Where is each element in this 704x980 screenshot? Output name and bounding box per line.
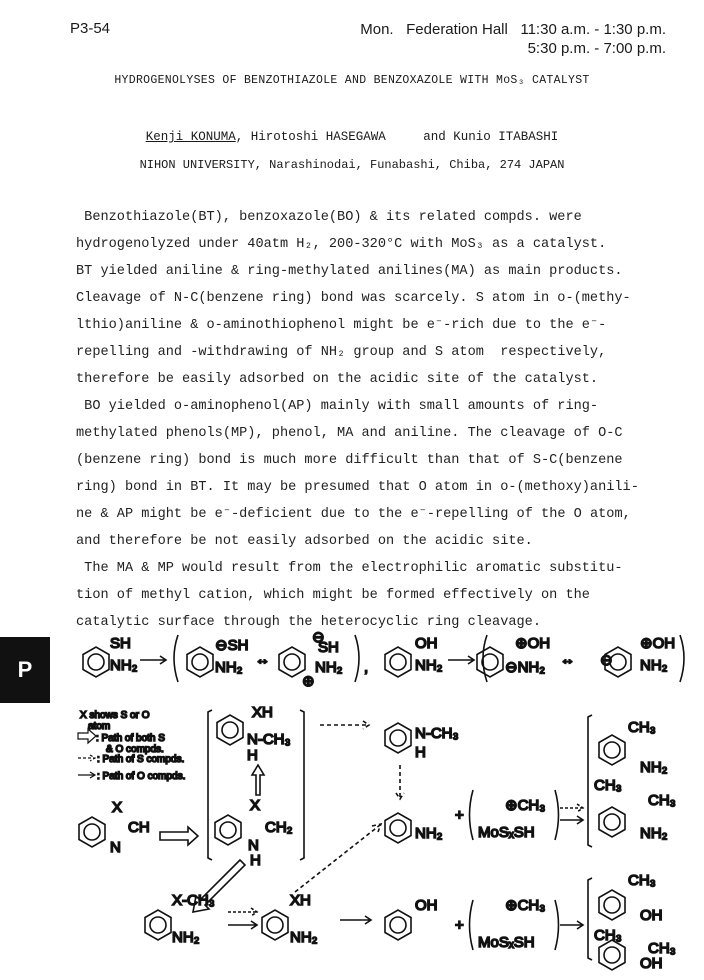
label-nh2: NH₂ bbox=[315, 659, 343, 676]
abstract-line: BO yielded o-aminophenol(AP) mainly with small amounts of ring- bbox=[76, 399, 599, 414]
abstract-line: (benzene ring) bond is much more difficult than that of S-C(benzene bbox=[76, 453, 623, 468]
label-nh2: NH₂ bbox=[215, 659, 243, 676]
label-methyl-cation: ⊕CH₃ bbox=[505, 897, 546, 914]
abstract-line: repelling and -withdrawing of NH₂ group and S atom respectively, bbox=[76, 345, 607, 360]
aromatic-circle bbox=[604, 897, 620, 913]
aromatic-circle bbox=[284, 654, 300, 670]
abstract-line: Cleavage of N-C(benzene ring) bond was scarcely. S atom in o-(methy- bbox=[76, 291, 631, 306]
label-ch3: CH₃ bbox=[648, 940, 676, 957]
label-n: N bbox=[110, 839, 121, 856]
label-n: N bbox=[248, 837, 259, 854]
session-time-2: 5:30 p.m. - 7:00 p.m. bbox=[527, 40, 666, 57]
aromatic-circle bbox=[220, 822, 236, 838]
benzene-ring bbox=[215, 815, 241, 845]
benzene-ring bbox=[385, 647, 411, 677]
label-mosx: MoSₓSH bbox=[478, 824, 535, 841]
label-minus: ⊖ bbox=[312, 629, 325, 646]
dashed-arrow-icon bbox=[396, 765, 404, 799]
label-ch3: CH₃ bbox=[628, 719, 656, 736]
benzene-ring bbox=[79, 817, 105, 847]
hollow-up-arrow-icon bbox=[252, 765, 264, 795]
abstract-line: methylated phenols(MP), phenol, MA and aniline. The cleavage of O-C bbox=[76, 426, 623, 441]
label-nh2: NH₂ bbox=[290, 929, 318, 946]
abstract-line: ring) bond in BT. It may be presumed that O atom in o-(methoxy)anili- bbox=[76, 480, 639, 495]
presenting-author: Kenji KONUMA bbox=[145, 130, 236, 144]
label-nh2: NH₂ bbox=[640, 759, 668, 776]
abstract-line: Benzothiazole(BT), benzoxazole(BO) & its related compds. were bbox=[76, 210, 582, 225]
legend-atom: atom bbox=[88, 721, 111, 732]
bracket bbox=[588, 878, 592, 960]
legend-both: : Path of both S bbox=[96, 733, 165, 744]
benzene-ring bbox=[385, 723, 411, 753]
abstract-line: catalytic surface through the heterocyclic ring cleavage. bbox=[76, 615, 541, 630]
label-amide: ⊖NH₂ bbox=[505, 659, 546, 676]
label-ch3: CH₃ bbox=[648, 792, 676, 809]
benzene-ring bbox=[187, 647, 213, 677]
arrow-icon bbox=[560, 921, 583, 929]
aromatic-circle bbox=[390, 820, 406, 836]
dashed-arrow-icon bbox=[78, 755, 95, 761]
legend-x: X shows S or O bbox=[80, 710, 150, 721]
label-oxonium: ⊕OH bbox=[640, 635, 676, 652]
label-oh: OH bbox=[640, 907, 663, 924]
plus-sign: + bbox=[455, 807, 464, 824]
label-sh: SH bbox=[318, 639, 339, 656]
arrow-icon bbox=[560, 816, 583, 824]
plus-sign: + bbox=[455, 917, 464, 934]
session-id: P3-54 bbox=[70, 20, 111, 37]
label-nh2: NH₂ bbox=[640, 825, 668, 842]
authors bbox=[0, 130, 704, 144]
co-authors: , Hirotoshi HASEGAWA and Kunio ITABASHI bbox=[235, 130, 559, 144]
legend-o-path: : Path of O compds. bbox=[97, 771, 186, 782]
aromatic-circle bbox=[604, 814, 620, 830]
resonance-arrow: ↔ bbox=[255, 651, 270, 668]
label-ch3: CH₃ bbox=[594, 927, 622, 944]
dashed-arrow-icon bbox=[295, 824, 381, 892]
aromatic-circle bbox=[150, 917, 166, 933]
label-comma: , bbox=[364, 659, 369, 676]
benzene-ring bbox=[599, 735, 625, 765]
abstract-line: therefore be easily adsorbed on the acidic site of the catalyst. bbox=[76, 372, 599, 387]
abstract-line: hydrogenolyzed under 40atm H₂, 200-320°C with MoS₃ as a catalyst. bbox=[76, 237, 607, 252]
benzene-ring bbox=[217, 715, 243, 745]
label-ch3: CH₃ bbox=[628, 872, 656, 889]
label-n-methyl: N-CH₃ bbox=[415, 725, 459, 742]
label-plus: ⊕ bbox=[302, 673, 315, 690]
dashed-arrow-icon bbox=[228, 908, 257, 916]
bracket bbox=[588, 715, 592, 847]
dashed-arrow-icon bbox=[320, 721, 369, 729]
arrow-icon bbox=[340, 916, 371, 924]
label-sh: SH bbox=[110, 635, 131, 652]
aromatic-circle bbox=[222, 722, 238, 738]
abstract-line: The MA & MP would result from the electrophilic aromatic substitu- bbox=[76, 561, 623, 576]
abstract-line: lthio)aniline & o-aminothiophenol might be e⁻-rich due to the e⁻- bbox=[76, 318, 607, 333]
label-h: H bbox=[247, 747, 258, 764]
benzene-ring bbox=[477, 647, 503, 677]
session-venue: Federation Hall bbox=[406, 21, 508, 38]
label-ch: CH bbox=[128, 819, 150, 836]
label-xh: XH bbox=[290, 892, 311, 909]
abstract-line: BT yielded aniline & ring-methylated anilines(MA) as main products. bbox=[76, 264, 623, 279]
benzene-ring bbox=[262, 910, 288, 940]
benzene-ring bbox=[599, 807, 625, 837]
label-mosx: MoSₓSH bbox=[478, 934, 535, 951]
abstract-line: tion of methyl cation, which might be formed effectively on the bbox=[76, 588, 590, 603]
benzene-ring bbox=[599, 940, 625, 970]
reaction-scheme bbox=[0, 620, 704, 980]
legend-s-path: : Path of S compds. bbox=[97, 754, 185, 765]
dashed-arrow-icon bbox=[560, 804, 583, 812]
arrow-icon bbox=[140, 656, 166, 664]
benzene-ring bbox=[385, 813, 411, 843]
label-x: X bbox=[250, 797, 261, 814]
resonance-arrow: ↔ bbox=[560, 651, 575, 668]
arrows bbox=[78, 635, 684, 960]
abstract-line: ne & AP might be e⁻-deficient due to the e⁻-repelling of the O atom, bbox=[76, 507, 631, 522]
label-nh2: NH₂ bbox=[172, 929, 200, 946]
label-oxonium: ⊕OH bbox=[515, 635, 551, 652]
aromatic-circle bbox=[390, 917, 406, 933]
abstract-body bbox=[76, 204, 639, 636]
label-x: X bbox=[112, 799, 123, 816]
label-x-methyl: X-CH₃ bbox=[172, 892, 215, 909]
label-n-methyl: N-CH₃ bbox=[247, 731, 291, 748]
label-h: H bbox=[415, 744, 426, 761]
aromatic-circle bbox=[390, 654, 406, 670]
label-oh: OH bbox=[415, 635, 438, 652]
session-day: Mon. bbox=[360, 21, 394, 38]
benzene-rings bbox=[79, 647, 631, 970]
benzene-ring bbox=[599, 890, 625, 920]
benzene-ring bbox=[145, 910, 171, 940]
aromatic-circle bbox=[88, 654, 104, 670]
label-nh2: NH₂ bbox=[415, 657, 443, 674]
abstract-line: and therefore be not easily adsorbed on the acidic site. bbox=[76, 534, 533, 549]
paper-title: HYDROGENOLYSES OF BENZOTHIAZOLE AND BENZOXAZOLE WITH MoS₃ CATALYST bbox=[114, 74, 590, 87]
arrow-icon bbox=[448, 656, 474, 664]
label-nh2: NH₂ bbox=[110, 657, 138, 674]
section-tab: P bbox=[0, 637, 50, 703]
label-ch2: CH₂ bbox=[265, 819, 293, 836]
label-ch3: CH₃ bbox=[594, 777, 622, 794]
aromatic-circle bbox=[390, 730, 406, 746]
label-oh: OH bbox=[415, 897, 438, 914]
hollow-right-arrow-icon bbox=[160, 827, 198, 845]
label-thiolate: ⊖SH bbox=[215, 637, 249, 654]
benzene-ring bbox=[83, 647, 109, 677]
benzene-ring bbox=[385, 910, 411, 940]
aromatic-circle bbox=[192, 654, 208, 670]
label-h: H bbox=[250, 852, 261, 869]
label-minus: ⊖ bbox=[600, 652, 613, 669]
label-methyl-cation: ⊕CH₃ bbox=[505, 797, 546, 814]
arrow-icon bbox=[228, 921, 257, 929]
aromatic-circle bbox=[604, 742, 620, 758]
label-nh2: NH₂ bbox=[415, 825, 443, 842]
affiliation: NIHON UNIVERSITY, Narashinodai, Funabashi, Chiba, 274 JAPAN bbox=[139, 158, 565, 172]
label-oh: OH bbox=[640, 955, 663, 972]
aromatic-circle bbox=[604, 947, 620, 963]
session-info bbox=[360, 20, 666, 58]
solid-arrow-icon bbox=[78, 772, 95, 778]
label-nh2: NH₂ bbox=[640, 657, 668, 674]
label-xh: XH bbox=[252, 704, 273, 721]
legend-both-2: & O compds. bbox=[106, 744, 164, 755]
aromatic-circle bbox=[84, 824, 100, 840]
session-time-1: 11:30 a.m. - 1:30 p.m. bbox=[520, 21, 666, 38]
aromatic-circle bbox=[267, 917, 283, 933]
